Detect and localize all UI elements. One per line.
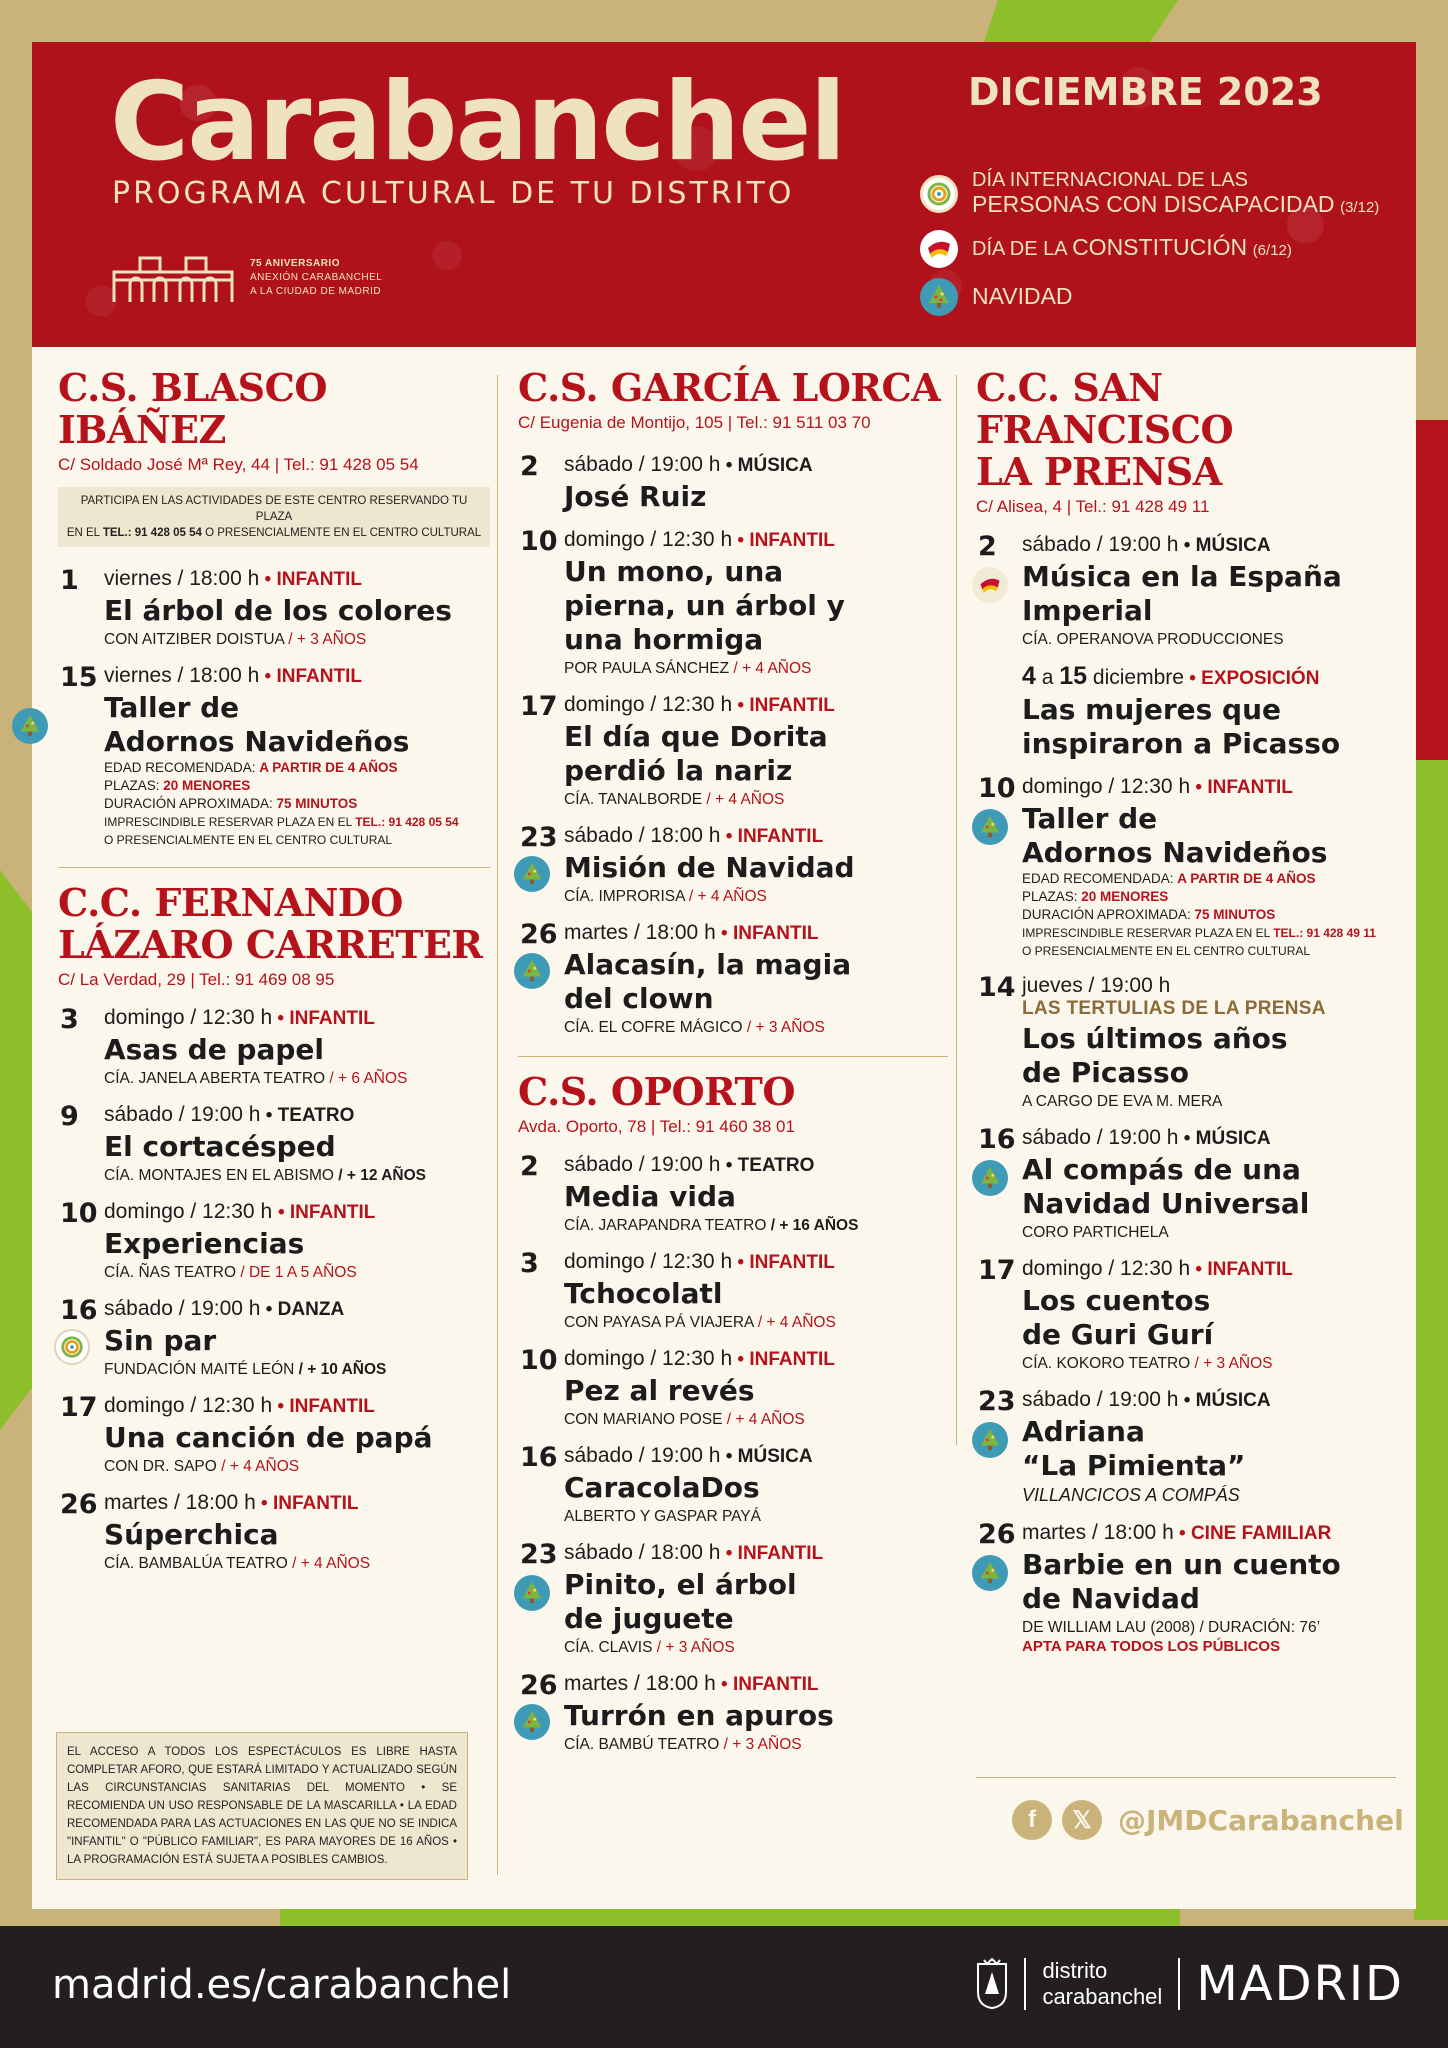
- event-age: / + 4 AÑOS: [684, 888, 767, 905]
- event-detail: DURACIÓN APROXIMADA: 75 MINUTOS: [1022, 907, 1276, 922]
- event-title: Súperchica: [104, 1518, 279, 1551]
- event-day: 17: [520, 691, 558, 722]
- event-title: José Ruiz: [564, 480, 707, 513]
- event-day: 26: [60, 1489, 98, 1520]
- christmas-tree-icon: [972, 1422, 1008, 1458]
- event-category: • INFANTIL: [720, 1543, 824, 1564]
- event-title: Taller de Adornos Navideños: [104, 691, 410, 758]
- event-day: 16: [520, 1442, 558, 1473]
- event-detail: O PRESENCIALMENTE EN EL CENTRO CULTURAL: [104, 833, 393, 847]
- center-address: C/ Eugenia de Montijo, 105 | Tel.: 91 511 03 70: [518, 413, 871, 432]
- anniversary-text: 75 ANIVERSARIO ANEXIÓN CARABANCHEL A LA CIUDAD DE MADRID: [250, 258, 383, 297]
- event-item: [976, 775, 1396, 960]
- event-item: [518, 1347, 948, 1430]
- event-day: 3: [520, 1248, 539, 1279]
- event-time: domingo / 12:30 h: [564, 528, 733, 551]
- month-label: DICIEMBRE 2023: [968, 70, 1323, 114]
- event-title: Los cuentos de Guri Gurí: [1022, 1284, 1214, 1351]
- event-title: Música en la España Imperial: [1022, 560, 1342, 627]
- event-title: Media vida: [564, 1180, 736, 1213]
- event-category: • TEATRO: [260, 1105, 355, 1126]
- event-time: domingo / 12:30 h: [104, 1200, 278, 1223]
- event-item: [58, 1394, 490, 1477]
- event-item: [518, 453, 948, 514]
- event-performer: CÍA. BAMBALÚA TEATRO: [104, 1555, 288, 1572]
- district-label: distrito carabanchel: [1042, 1958, 1163, 2009]
- event-category: • INFANTIL: [732, 1252, 835, 1273]
- social-handle[interactable]: @JMDCarabanchel: [1118, 1803, 1404, 1837]
- center-name-blasco-ibanez: C.S. BLASCO IBÁÑEZ: [58, 365, 327, 452]
- footer: [0, 1926, 1448, 2048]
- event-time: martes / 18:00 h: [564, 921, 716, 944]
- event-title: Tchocolatl: [564, 1277, 723, 1310]
- christmas-tree-icon: [514, 1575, 550, 1611]
- event-item: [58, 1297, 490, 1380]
- event-performer: CON PAYASA PÁ VIAJERA: [564, 1314, 754, 1331]
- event-item: [518, 1250, 948, 1333]
- christmas-tree-icon: [514, 953, 550, 989]
- event-series: LAS TERTULIAS DE LA PRENSA: [1022, 998, 1326, 1019]
- event-time: diciembre: [1087, 666, 1184, 689]
- event-detail: EDAD RECOMENDADA: A PARTIR DE 4 AÑOS: [1022, 871, 1316, 886]
- event-detail: IMPRESCINDIBLE RESERVAR PLAZA EN EL TEL.: 91 428 49 11: [1022, 926, 1376, 940]
- event-performer: CON AITZIBER DOISTUA: [104, 631, 284, 648]
- event-day: 2: [520, 451, 539, 482]
- anniversary-logo: [110, 250, 382, 306]
- event-category: • MÚSICA: [720, 455, 813, 476]
- event-age: / + 3 AÑOS: [652, 1639, 735, 1656]
- event-category: • INFANTIL: [715, 1674, 819, 1695]
- event-item: [976, 1257, 1396, 1374]
- event-title: Misión de Navidad: [564, 851, 855, 884]
- christmas-tree-icon: [514, 856, 550, 892]
- event-category: • INFANTIL: [720, 826, 824, 847]
- constitution-day-icon: [972, 567, 1008, 603]
- event-age: / + 3 AÑOS: [284, 631, 367, 648]
- event-item: [518, 1444, 948, 1527]
- event-performer: CON DR. SAPO: [104, 1458, 217, 1475]
- event-day: 10: [978, 773, 1016, 804]
- constitution-day-icon: [920, 230, 958, 268]
- facebook-icon[interactable]: f: [1012, 1800, 1052, 1840]
- madrid-wordmark: MADRID: [1196, 1956, 1404, 2012]
- event-time: sábado / 19:00 h: [1022, 1126, 1179, 1149]
- reservation-note: PARTICIPA EN LAS ACTIVIDADES DE ESTE CENTRO RESERVANDO TU PLAZA EN EL TEL.: 91 428 05 54 O PRESENCIALMENTE EN EL CENTRO CULTURAL: [58, 487, 490, 547]
- event-list: [58, 1006, 490, 1574]
- event-title: Las mujeres que inspiraron a Picasso: [1022, 693, 1341, 760]
- event-performer: CÍA. ÑAS TEATRO: [104, 1264, 237, 1281]
- event-item: [976, 1388, 1396, 1507]
- event-age: / + 4 AÑOS: [702, 791, 785, 808]
- brand-subtitle: PROGRAMA CULTURAL DE TU DISTRITO: [112, 176, 795, 211]
- event-item: [58, 1200, 490, 1283]
- footer-separator: [1024, 1958, 1026, 2010]
- legend-item-christmas: NAVIDAD: [920, 278, 1400, 316]
- event-age: / + 3 AÑOS: [1190, 1355, 1273, 1372]
- event-item: [58, 1006, 490, 1089]
- event-category: • INFANTIL: [732, 530, 835, 551]
- event-category: • INFANTIL: [1190, 1259, 1293, 1280]
- event-day: 23: [520, 822, 558, 853]
- column-2: [518, 367, 948, 1755]
- section-divider: [518, 1056, 948, 1057]
- event-performer: CÍA. CLAVIS: [564, 1639, 653, 1656]
- event-day: 23: [520, 1539, 558, 1570]
- event-title: Adriana “La Pimienta”: [1022, 1415, 1246, 1482]
- event-title: El árbol de los colores: [104, 594, 452, 627]
- event-performer: CÍA. TANALBORDE: [564, 791, 703, 808]
- event-category: • TEATRO: [720, 1155, 815, 1176]
- section-divider: [58, 867, 490, 868]
- event-day: 15: [60, 662, 98, 693]
- legend: [920, 168, 1400, 326]
- event-item: [976, 1126, 1396, 1243]
- event-item: [518, 528, 948, 679]
- column-divider: [497, 375, 498, 1875]
- center-address: C/ La Verdad, 29 | Tel.: 91 469 08 95: [58, 970, 335, 989]
- event-performer: CÍA. EL COFRE MÁGICO: [564, 1019, 743, 1036]
- event-category: • INFANTIL: [259, 569, 362, 590]
- center-name-oporto: C.S. OPORTO: [518, 1069, 795, 1114]
- event-performer: ALBERTO Y GASPAR PAYÁ: [564, 1508, 761, 1525]
- event-day: 14: [978, 972, 1016, 1003]
- event-category: • INFANTIL: [272, 1396, 375, 1417]
- event-item: [58, 567, 490, 650]
- event-title: Experiencias: [104, 1227, 305, 1260]
- christmas-tree-icon: [920, 278, 958, 316]
- event-age: / + 4 AÑOS: [729, 660, 812, 677]
- footer-url-link[interactable]: madrid.es/carabanchel: [52, 1962, 512, 2008]
- christmas-tree-icon: [514, 1704, 550, 1740]
- center-address: C/ Soldado José Mª Rey, 44 | Tel.: 91 428 05 54: [58, 455, 419, 474]
- footer-separator: [1178, 1958, 1180, 2010]
- event-category: • INFANTIL: [732, 695, 835, 716]
- event-age: / + 16 AÑOS: [766, 1217, 859, 1234]
- event-day: 10: [520, 1345, 558, 1376]
- event-category: • INFANTIL: [259, 666, 362, 687]
- event-age: / + 10 AÑOS: [294, 1361, 387, 1378]
- event-title: CaracolaDos: [564, 1471, 760, 1504]
- event-time: sábado / 19:00 h: [1022, 1388, 1179, 1411]
- event-day: 26: [520, 1670, 558, 1701]
- legend-item-disability-day: DÍA INTERNACIONAL DE LAS PERSONAS CON DISCAPACIDAD (3/12): [920, 168, 1400, 220]
- disability-day-icon: [54, 1329, 90, 1365]
- event-performer: CÍA. KOKORO TEATRO: [1022, 1355, 1191, 1372]
- event-title: Pez al revés: [564, 1374, 755, 1407]
- event-time: domingo / 12:30 h: [1022, 1257, 1191, 1280]
- event-age: / + 3 AÑOS: [742, 1019, 825, 1036]
- event-detail: PLAZAS: 20 MENORES: [104, 778, 251, 793]
- event-time: sábado / 19:00 h: [564, 1153, 721, 1176]
- event-age: / + 12 AÑOS: [333, 1167, 426, 1184]
- event-title: Turrón en apuros: [564, 1699, 834, 1732]
- event-category: • EXPOSICIÓN: [1183, 668, 1320, 689]
- event-time: sábado / 19:00 h: [104, 1297, 261, 1320]
- event-category: • INFANTIL: [732, 1349, 835, 1370]
- event-day: 10: [520, 526, 558, 557]
- event-day: 15: [1059, 662, 1088, 690]
- disability-day-icon: [920, 175, 958, 213]
- event-detail: PLAZAS: 20 MENORES: [1022, 889, 1169, 904]
- event-item: [976, 1521, 1396, 1655]
- event-detail: IMPRESCINDIBLE RESERVAR PLAZA EN EL TEL.: 91 428 05 54: [104, 815, 459, 829]
- event-performer: VILLANCICOS A COMPÁS: [1022, 1485, 1240, 1505]
- event-time: viernes / 18:00 h: [104, 664, 260, 687]
- event-day: 3: [60, 1004, 79, 1035]
- column-1: [58, 367, 490, 1574]
- event-title: Pinito, el árbol de juguete: [564, 1568, 797, 1635]
- social-links: [1012, 1800, 1404, 1840]
- event-age: / + 4 AÑOS: [216, 1458, 300, 1475]
- event-performer: CÍA. BAMBÚ TEATRO: [564, 1736, 720, 1753]
- event-day: 16: [60, 1295, 98, 1326]
- event-time: sábado / 19:00 h: [104, 1103, 261, 1126]
- event-item: [58, 664, 490, 849]
- event-time: martes / 18:00 h: [1022, 1521, 1174, 1544]
- event-time: martes / 18:00 h: [104, 1491, 256, 1514]
- event-age: / + 6 AÑOS: [325, 1070, 408, 1087]
- brand-title: Carabanchel: [110, 60, 845, 185]
- event-day: 4: [1022, 662, 1036, 690]
- event-category: • INFANTIL: [255, 1493, 359, 1514]
- event-day: 9: [60, 1101, 79, 1132]
- program-panel: [32, 347, 1416, 1909]
- event-title: Un mono, una pierna, un árbol y una hormiga: [564, 555, 845, 656]
- event-detail: DURACIÓN APROXIMADA: 75 MINUTOS: [104, 796, 358, 811]
- event-age: / + 3 AÑOS: [719, 1736, 802, 1753]
- center-address: Avda. Oporto, 78 | Tel.: 91 460 38 01: [518, 1117, 795, 1136]
- event-day: 17: [60, 1392, 98, 1423]
- decor-green-shape: [1414, 760, 1448, 1920]
- event-day: 2: [978, 531, 997, 562]
- event-day: 2: [520, 1151, 539, 1182]
- event-time: jueves / 19:00 h: [1022, 974, 1171, 997]
- event-day: 26: [520, 919, 558, 950]
- event-time: domingo / 12:30 h: [1022, 775, 1191, 798]
- event-category: • INFANTIL: [715, 923, 819, 944]
- event-title: Alacasín, la magia del clown: [564, 948, 852, 1015]
- event-title: Asas de papel: [104, 1033, 324, 1066]
- event-item: [518, 1541, 948, 1658]
- event-age: / + 4 AÑOS: [753, 1314, 836, 1331]
- event-category: • DANZA: [260, 1299, 345, 1320]
- event-day: 1: [60, 565, 79, 596]
- event-day: 17: [978, 1255, 1016, 1286]
- event-day: 10: [60, 1198, 98, 1229]
- event-item: [58, 1103, 490, 1186]
- arches-icon: [110, 250, 236, 306]
- event-title: Barbie en un cuento de Navidad: [1022, 1548, 1341, 1615]
- event-title: El día que Dorita perdió la nariz: [564, 720, 828, 787]
- column-divider: [956, 375, 957, 1445]
- legend-item-constitution-day: DÍA DE LA CONSTITUCIÓN (6/12): [920, 230, 1400, 268]
- event-title: Taller de Adornos Navideños: [1022, 802, 1328, 869]
- event-time: domingo / 12:30 h: [564, 693, 733, 716]
- event-day: 23: [978, 1386, 1016, 1417]
- christmas-tree-icon: [972, 1555, 1008, 1591]
- event-title: Una canción de papá: [104, 1421, 433, 1454]
- event-detail: EDAD RECOMENDADA: A PARTIR DE 4 AÑOS: [104, 760, 398, 775]
- event-age: / DE 1 A 5 AÑOS: [236, 1264, 357, 1281]
- event-title: Sin par: [104, 1324, 217, 1357]
- event-performer: CÍA. JARAPANDRA TEATRO: [564, 1217, 767, 1234]
- event-item: [518, 824, 948, 907]
- event-item: [976, 974, 1396, 1112]
- event-category: • MÚSICA: [720, 1446, 813, 1467]
- event-time: domingo / 12:30 h: [564, 1347, 733, 1370]
- event-item: [518, 921, 948, 1038]
- event-time: domingo / 12:30 h: [104, 1394, 273, 1417]
- event-item: [976, 533, 1396, 650]
- event-title: Al compás de una Navidad Universal: [1022, 1153, 1310, 1220]
- event-item: [518, 1153, 948, 1236]
- event-category: • INFANTIL: [277, 1202, 376, 1223]
- event-time: sábado / 18:00 h: [564, 824, 721, 847]
- event-category: • INFANTIL: [272, 1008, 375, 1029]
- event-day: 26: [978, 1519, 1016, 1550]
- event-item: [518, 693, 948, 810]
- event-time: viernes / 18:00 h: [104, 567, 260, 590]
- center-name-san-francisco: C.C. SAN FRANCISCO LA PRENSA: [976, 365, 1234, 494]
- event-performer: CORO PARTICHELA: [1022, 1224, 1169, 1241]
- christmas-tree-icon: [972, 809, 1008, 845]
- christmas-tree-icon: [972, 1160, 1008, 1196]
- madrid-crest-icon: [976, 1958, 1008, 2010]
- event-performer: CÍA. OPERANOVA PRODUCCIONES: [1022, 631, 1284, 648]
- event-performer: A CARGO DE EVA M. MERA: [1022, 1093, 1223, 1110]
- social-divider: [976, 1777, 1396, 1778]
- event-age: / + 4 AÑOS: [722, 1411, 805, 1428]
- event-item: [58, 1491, 490, 1574]
- event-time: sábado / 19:00 h: [564, 1444, 721, 1467]
- event-day: 16: [978, 1124, 1016, 1155]
- christmas-tree-icon: [12, 708, 48, 744]
- event-category: • MÚSICA: [1178, 535, 1271, 556]
- center-name-garcia-lorca: C.S. GARCÍA LORCA: [518, 365, 941, 410]
- event-category: • MÚSICA: [1178, 1390, 1271, 1411]
- event-performer: DE WILLIAM LAU (2008) / DURACIÓN: 76’: [1022, 1619, 1321, 1636]
- event-audience-note: APTA PARA TODOS LOS PÚBLICOS: [1022, 1638, 1281, 1655]
- event-title: El cortacésped: [104, 1130, 336, 1163]
- event-item: [518, 1672, 948, 1755]
- event-time: domingo / 12:30 h: [104, 1006, 273, 1029]
- center-address: C/ Alisea, 4 | Tel.: 91 428 49 11: [976, 497, 1210, 516]
- event-time: sábado / 19:00 h: [564, 453, 721, 476]
- event-performer: CÍA. JANELA ABERTA TEATRO: [104, 1070, 326, 1087]
- event-time: sábado / 18:00 h: [564, 1541, 721, 1564]
- event-performer: CÍA. MONTAJES EN EL ABISMO: [104, 1167, 334, 1184]
- event-performer: FUNDACIÓN MAITÉ LEÓN: [104, 1361, 295, 1378]
- event-age: / + 4 AÑOS: [287, 1555, 371, 1572]
- decor-green-shape: [0, 870, 34, 1430]
- event-time: martes / 18:00 h: [564, 1672, 716, 1695]
- event-time: domingo / 12:30 h: [564, 1250, 733, 1273]
- x-twitter-icon[interactable]: 𝕏: [1062, 1800, 1102, 1840]
- event-performer: CÍA. IMPRORISA: [564, 888, 685, 905]
- event-performer: CON MARIANO POSE: [564, 1411, 723, 1428]
- event-category: • INFANTIL: [1190, 777, 1293, 798]
- event-item: 4 a 15 diciembre • EXPOSICIÓN Las mujeres que inspiraron a Picasso: [976, 664, 1396, 761]
- column-3: [976, 367, 1396, 1655]
- event-detail: O PRESENCIALMENTE EN EL CENTRO CULTURAL: [1022, 944, 1311, 958]
- header-banner: [32, 42, 1416, 347]
- access-notice: EL ACCESO A TODOS LOS ESPECTÁCULOS ES LIBRE HASTA COMPLETAR AFORO, QUE ESTARÁ LIMITADO Y ACTUALIZADO SEGÚN LAS CIRCUNSTANCIAS SANITARIAS DEL MOMENTO • SE RECOMIENDA UN USO RESPONSABLE DE LA MASCARILLA • LA EDAD RECOMENDADA PARA LAS ACTUACIONES EN LAS QUE NO SE INDICA "INFANTIL" O "PÚBLICO FAMILIAR", ES PARA MAYORES DE 16 AÑOS • LA PROGRAMACIÓN ESTÁ SUJETA A POSIBLES CAMBIOS.: [56, 1732, 468, 1880]
- center-name-fernando-lazaro: C.C. FERNANDO LÁZARO CARRETER: [58, 880, 483, 967]
- event-category: • MÚSICA: [1178, 1128, 1271, 1149]
- footer-logo: [976, 1956, 1404, 2012]
- event-time: sábado / 19:00 h: [1022, 533, 1179, 556]
- event-title: Los últimos años de Picasso: [1022, 1022, 1288, 1089]
- event-performer: POR PAULA SÁNCHEZ: [564, 660, 730, 677]
- event-category: • CINE FAMILIAR: [1173, 1523, 1332, 1544]
